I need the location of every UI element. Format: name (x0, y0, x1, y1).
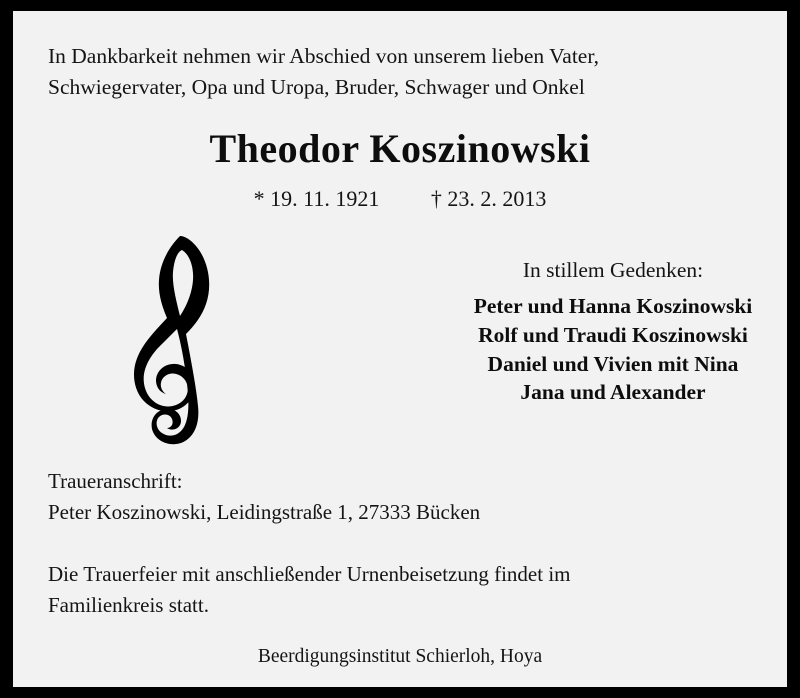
middle-section (43, 234, 757, 464)
intro-line-1: In Dankbarkeit nehmen wir Abschied von unserem lieben Vater, (48, 44, 600, 68)
ceremony-line-2: Familienkreis statt. (48, 592, 209, 617)
mourning-address (48, 466, 757, 527)
life-dates (43, 186, 757, 212)
memorial-block (413, 258, 800, 406)
funeral-institute: Beerdigungsinstitut Schierloh, Hoya (257, 646, 543, 668)
mourning-address-label: Traueranschrift: (48, 469, 183, 494)
ceremony-line-1: Die Trauerfeier mit anschließender Urnenbeisetzung findet im (48, 562, 571, 587)
deceased-name: Theodor Koszinowski (209, 126, 591, 172)
birth-date: * 19. 11. 1921 (253, 186, 380, 212)
mourner-2: Rolf und Traudi Koszinowski (478, 322, 748, 347)
intro-text (48, 41, 749, 103)
memorial-heading: In stillem Gedenken: (522, 258, 704, 283)
notice-inner-panel (13, 11, 787, 687)
ceremony-text (48, 559, 745, 620)
intro-line-2: Schwiegervater, Opa und Uropa, Bruder, Schwager und Onkel (48, 75, 585, 100)
treble-clef-icon (118, 234, 238, 449)
mourning-address-value: Peter Koszinowski, Leidingstraße 1, 27333 Bücken (48, 499, 481, 524)
mourner-1: Peter und Hanna Koszinowski (473, 294, 753, 319)
mourner-3: Daniel und Vivien mit Nina (487, 351, 739, 376)
mourner-4: Jana und Alexander (520, 380, 706, 405)
death-date: † 23. 2. 2013 (430, 186, 547, 212)
